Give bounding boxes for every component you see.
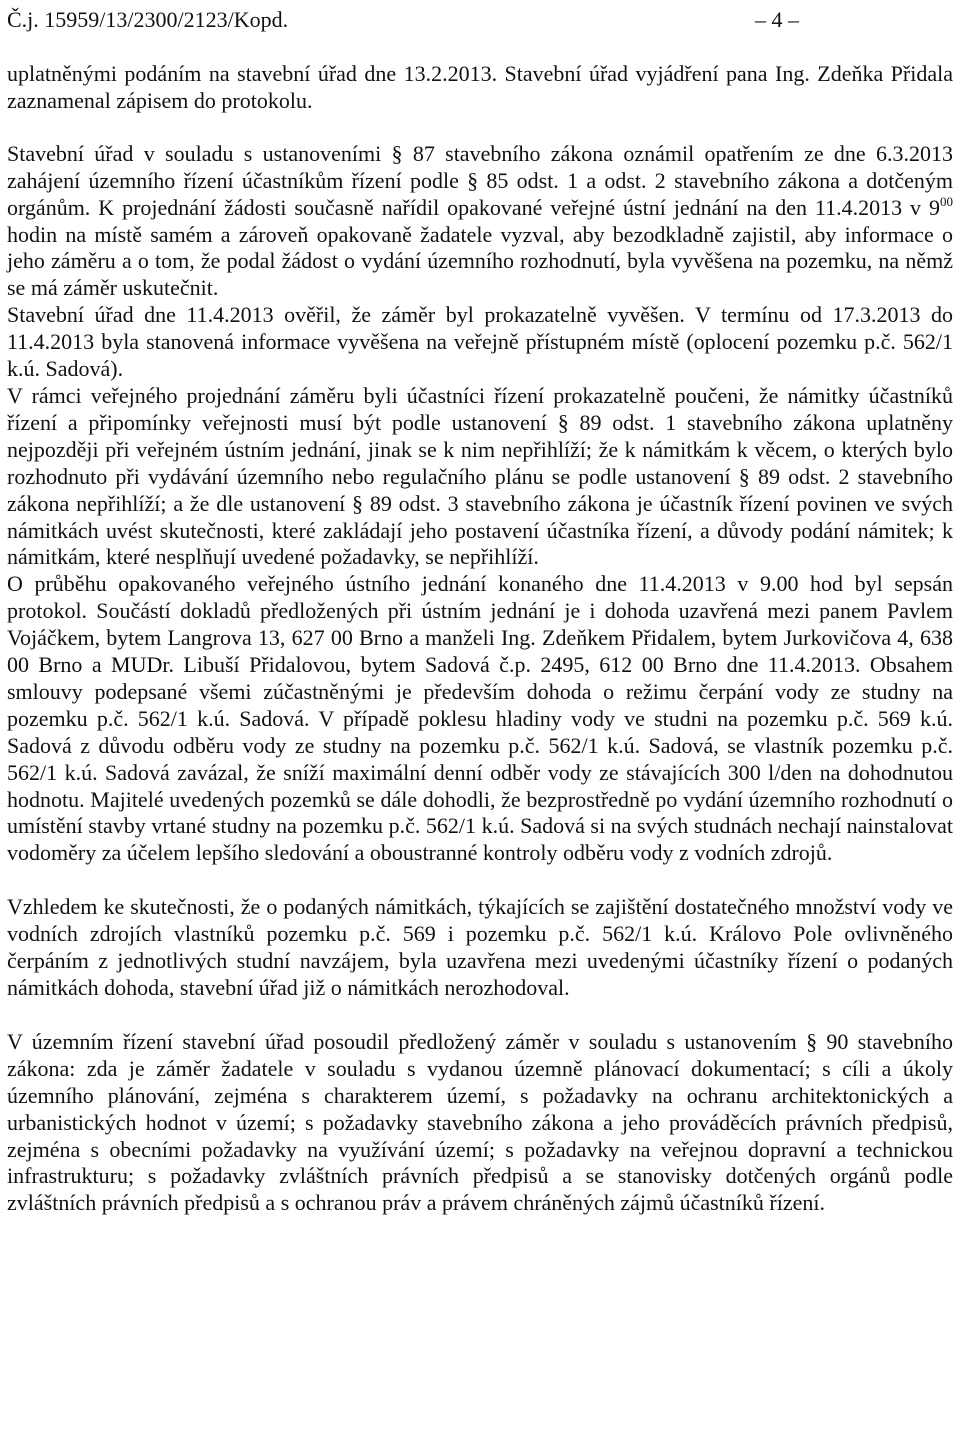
paragraph-posting-verified: Stavební úřad dne 11.4.2013 ověřil, že záměr byl prokazatelně vyvěšen. V termínu od 17.3.2013 do 11.4.2013 byla stanovená informace vyvěšena na veřejně přístupném místě (oplocení pozemku p.č. 562/1 k.ú. Sadová). bbox=[7, 302, 953, 382]
document-page bbox=[7, 0, 953, 1217]
paragraph-proceedings-start-text: Stavební úřad v souladu s ustanoveními § 87 stavebního zákona oznámil opatřením ze dne 6.3.2013 zahájení územního řízení účastníkům řízení podle § 85 odst. 1 a odst. 2 stavebního zákona a dotčeným orgánům. K projednání žádosti současně nařídil opakované veřejné ústní jednání na den 11.4.2013 v 9 bbox=[7, 140, 953, 220]
page-number: – 4 – bbox=[755, 7, 799, 32]
paragraph-hearing-agreement: O průběhu opakovaného veřejného ústního jednání konaného dne 11.4.2013 v 9.00 hod byl sepsán protokol. Součástí dokladů předložených při ústním jednání je i dohoda uzavřená mezi panem Pavlem Vojáčkem, bytem Langrova 13, 627 00 Brno a manželi Ing. Zdeňkem Přidalem, bytem Jurkovičova 4, 638 00 Brno a MUDr. Libuší Přidalovou, bytem Sadová č.p. 2495, 612 00 Brno dne 11.4.2013. Obsahem smlouvy podepsané všemi zúčastněnými je především dohoda o režimu čerpání vody ze studny na pozemku p.č. 562/1 k.ú. Sadová. V případě poklesu hladiny vody ve studni na pozemku p.č. 569 k.ú. Sadová z důvodu odběru vody ze studny na pozemku p.č. 562/1 k.ú. Sadová, se vlastník pozemku p.č. 562/1 k.ú. Sadová zavázal, že sníží maximální denní odběr vody ze stávajících 300 l/den na dohodnutou hodnotu. Majitelé uvedených pozemků se dále dohodli, že bezprostředně po vydání územního rozhodnutí o umístění stavby vrtané studny na pozemku p.č. 562/1 k.ú. Sadová si na svých studnách nechají nainstalovat vodoměry za účelem lepšího sledování a oboustranné kontroly odběru vody z vodních zdrojů. bbox=[7, 571, 953, 866]
paragraph-assessment: V územním řízení stavební úřad posoudil předložený záměr v souladu s ustanovením § 90 stavebního zákona: zda je záměr žadatele v souladu s vydanou územně plánovací dokumentací; s cíli a úkoly územního plánování, zejména s charakterem území, s požadavky na ochranu architektonických a urbanistických hodnot v území; s požadavky stavebního zákona a jeho prováděcích právních předpisů, zejména s obecními požadavky na využívání území; s požadavky na veřejnou dopravní a technickou infrastrukturu; s požadavky zvláštních právních předpisů a se stanovisky dotčených orgánů podle zvláštních právních předpisů a s ochranou práv a právem chráněných zájmů účastníků řízení. bbox=[7, 1028, 953, 1216]
time-superscript: 00 bbox=[940, 193, 953, 209]
paragraph-objections-decision: Vzhledem ke skutečnosti, že o podaných námitkách, týkajících se zajištění dostatečného množství vody ve vodních zdrojích vlastníků pozemku p.č. 569 i pozemku p.č. 562/1 k.ú. Královo Pole ovlivněného čerpáním z jednotlivých studní navzájem, byla uzavřena mezi uvedenými účastníky řízení o podaných námitkách dohoda, stavební úřad již o námitkách nerozhodoval. bbox=[7, 894, 953, 1000]
paragraph-spacer bbox=[7, 867, 953, 894]
paragraph-spacer bbox=[7, 1002, 953, 1029]
paragraph-protocol-note: uplatněnými podáním na stavební úřad dne 13.2.2013. Stavební úřad vyjádření pana Ing. Zdeňka Přidala zaznamenal zápisem do protokolu. bbox=[7, 61, 953, 113]
page-header bbox=[7, 0, 953, 40]
paragraph-objections-instructions: V rámci veřejného projednání záměru byli účastníci řízení prokazatelně poučeni, že námitky účastníků řízení a připomínky veřejnosti musí být podle ustanovení § 89 odst. 1 stavebního zákona uplatněny nejpozději při veřejném ústním jednání, jinak se k nim nepřihlíží; že k námitkám k věcem, o kterých bylo rozhodnuto při vydávání územního nebo regulačního plánu se podle ustanovení § 89 odst. 2 stavebního zákona nepřihlíží; a že dle ustanovení § 89 odst. 3 stavebního zákona je účastník řízení povinen ve svých námitkách uvést skutečnosti, které zakládají jeho postavení účastníka řízení, a důvody podání námitek; k námitkám, které nesplňují uvedené požadavky, se nepřihlíží. bbox=[7, 382, 953, 570]
paragraph-proceedings-start bbox=[7, 141, 953, 302]
paragraph-spacer bbox=[7, 115, 953, 141]
reference-number: Č.j. 15959/13/2300/2123/Kopd. bbox=[7, 7, 289, 32]
paragraph-proceedings-start-text-cont: hodin na místě samém a zároveň opakovaně žadatele vyzval, aby bezodkladně zajistil, aby informace o jeho záměru a o tom, že podal žádost o vydání územního rozhodnutí, byla vyvěšena na pozemku, na němž se má záměr uskutečnit. bbox=[7, 221, 953, 301]
